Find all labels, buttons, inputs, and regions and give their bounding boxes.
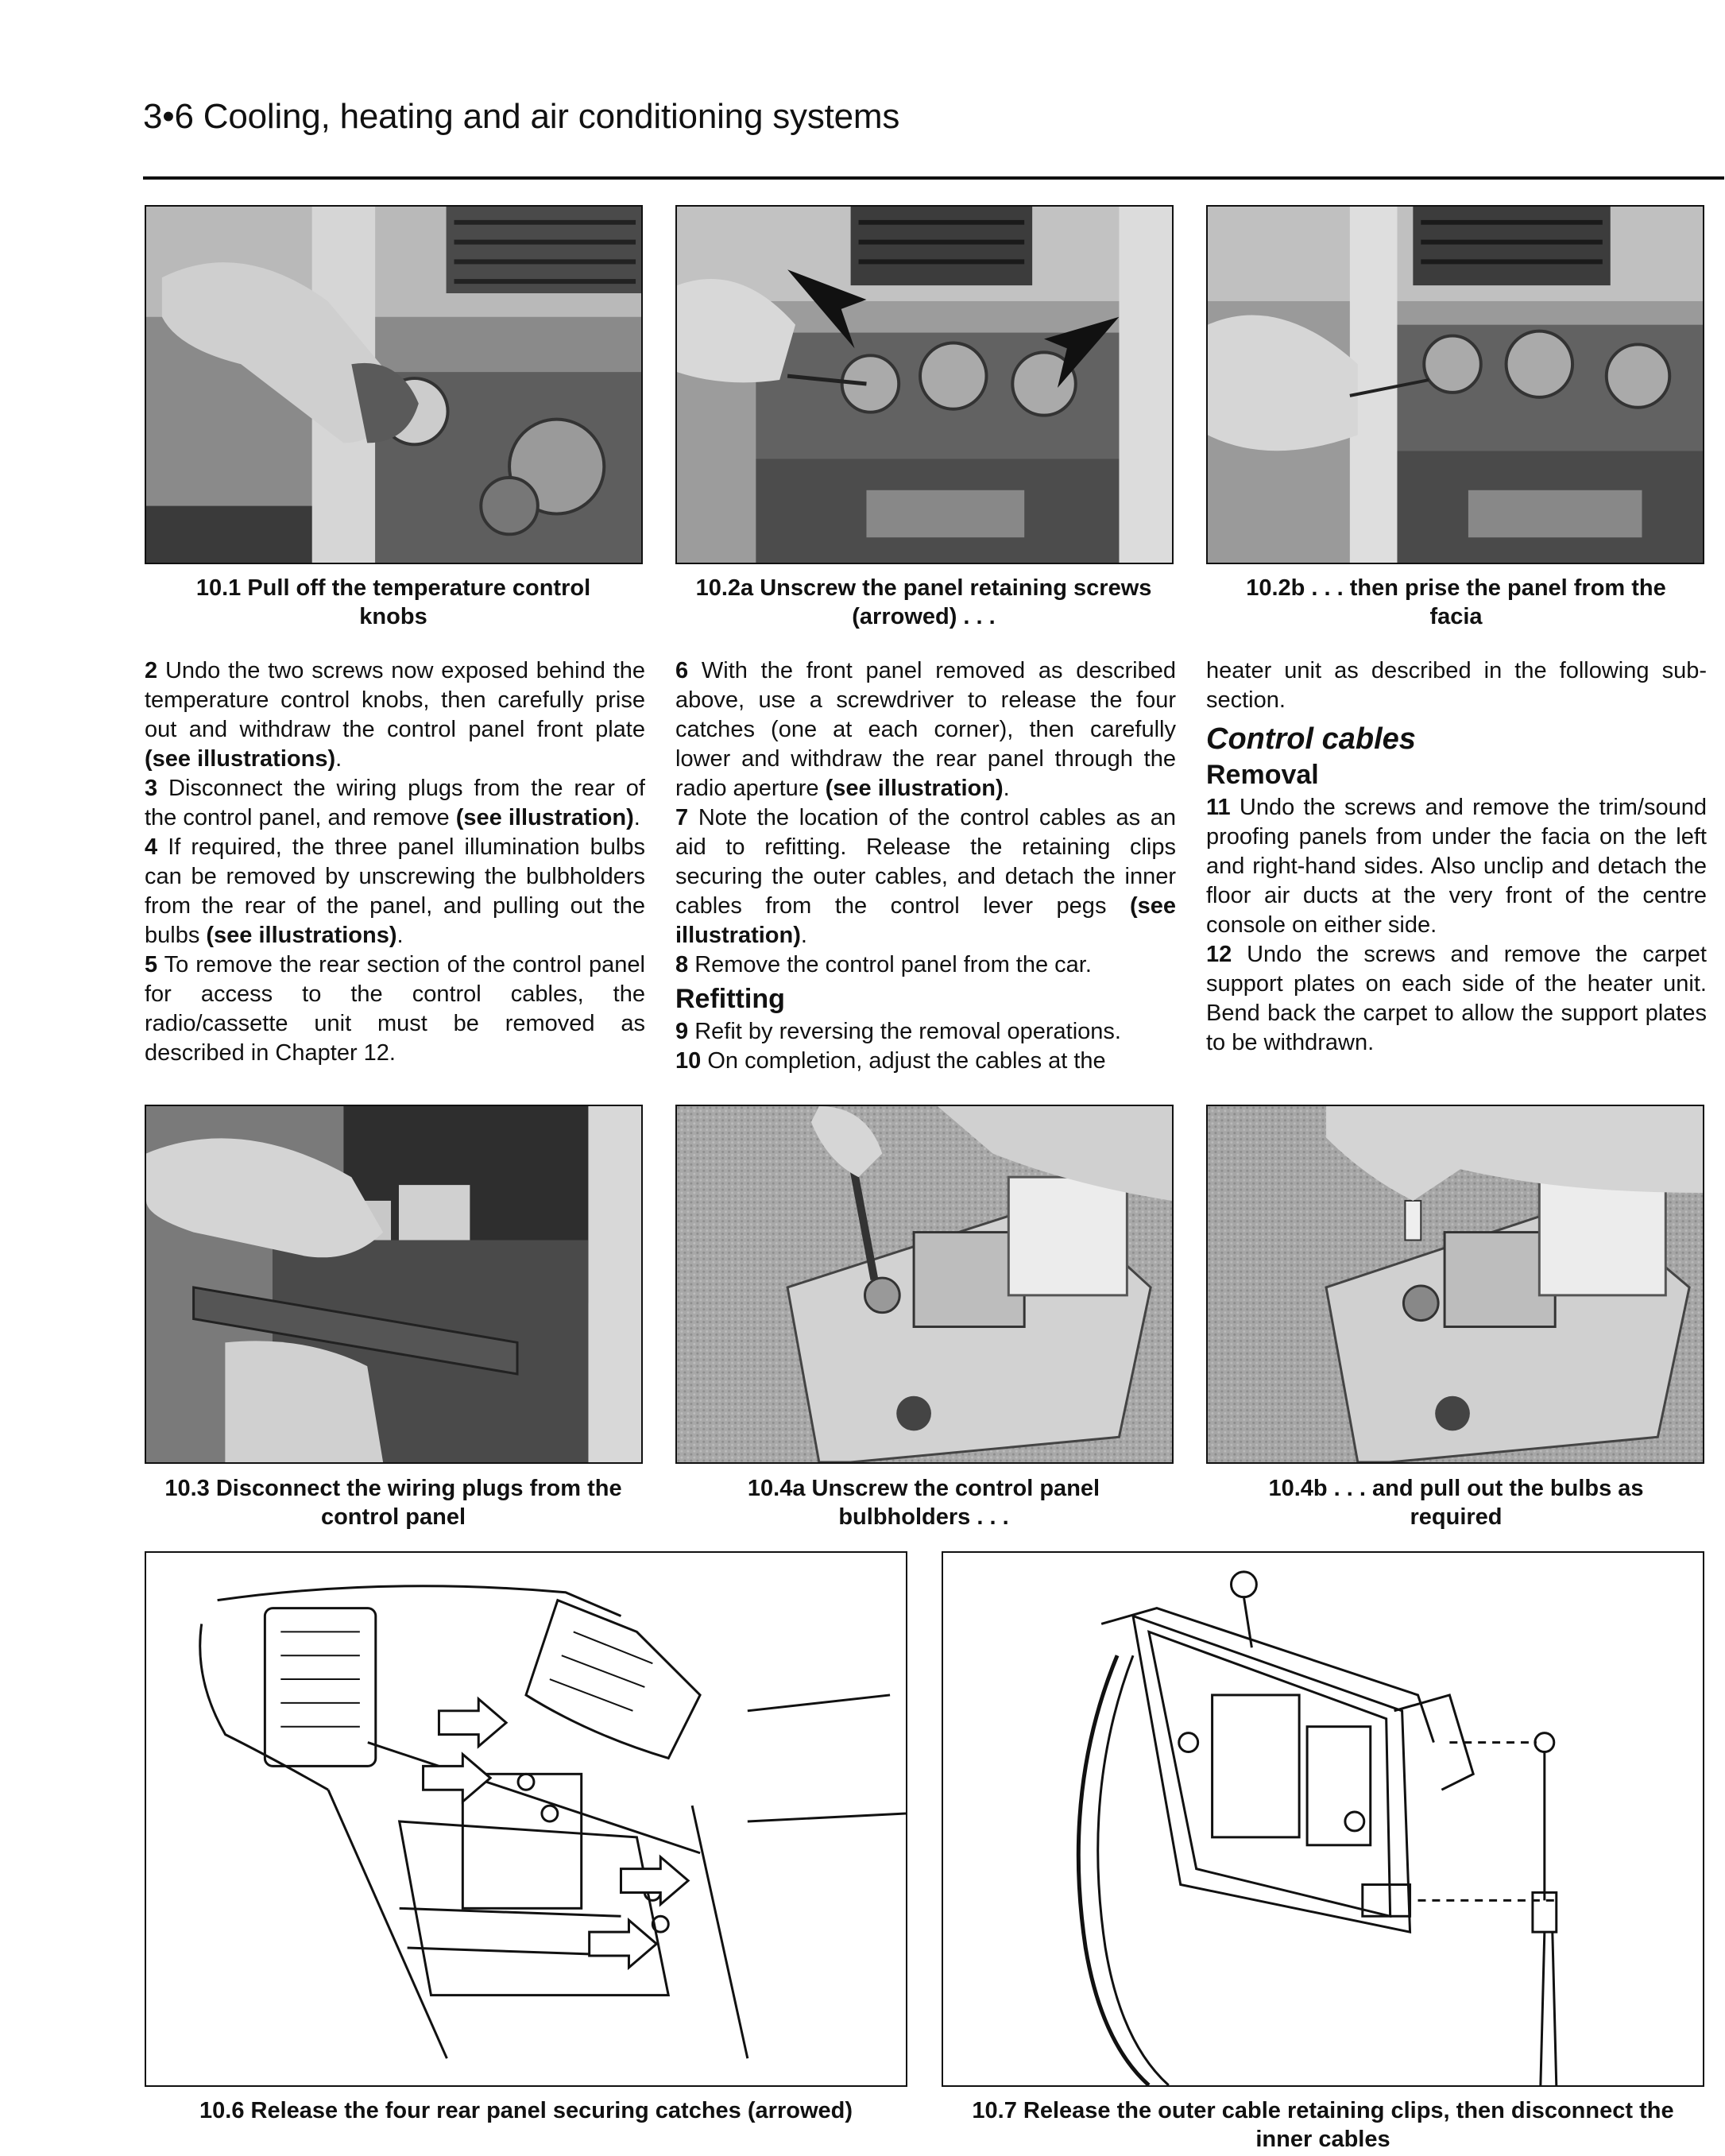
photo-10-1 xyxy=(145,205,643,564)
caption-10-4a: 10.4a Unscrew the control panel bulbholders . . . xyxy=(747,1476,1100,1530)
paragraph-6: 6 With the front panel removed as described above, use a screwdriver to release the four catches (one at each corner), then carefully lower and withdraw the rear panel through the radio aperture (see illustration). xyxy=(675,658,1176,801)
text-column-2 xyxy=(675,656,1176,1076)
text-column-1 xyxy=(145,656,645,1068)
paragraph-2: 2 Undo the two screws now exposed behind the temperature control knobs, then carefully prise out and withdraw the control panel front plate (see illustrations). xyxy=(145,658,645,772)
photo-10-3 xyxy=(145,1105,643,1464)
paragraph-7: 7 Note the location of the control cables as an aid to refitting. Release the retaining clips securing the outer cables, and detach the inner cables from the control lever pegs (see illustration). xyxy=(675,805,1176,948)
caption-10-2b: 10.2b . . . then prise the panel from the facia xyxy=(1246,575,1666,629)
page-header-title: 3•6 Cooling, heating and air conditioning systems xyxy=(143,97,900,136)
heading-removal: Removal xyxy=(1206,760,1319,790)
caption-10-4b: 10.4b . . . and pull out the bulbs as required xyxy=(1268,1476,1644,1530)
heading-refitting: Refitting xyxy=(675,984,785,1014)
caption-10-6: 10.6 Release the four rear panel securing catches (arrowed) xyxy=(199,2098,853,2123)
drawing-10-7 xyxy=(942,1551,1704,2087)
caption-10-7: 10.7 Release the outer cable retaining clips, then disconnect the inner cables xyxy=(972,2098,1674,2152)
heading-control-cables: Control cables xyxy=(1206,722,1416,756)
paragraph-8: 8 Remove the control panel from the car. xyxy=(675,952,1092,977)
paragraph-5: 5 To remove the rear section of the control panel for access to the control cables, the radio/cassette unit must be removed as described in Chapter 12. xyxy=(145,952,645,1066)
photo-10-2b xyxy=(1206,205,1704,564)
header-rule xyxy=(143,176,1724,180)
caption-10-3: 10.3 Disconnect the wiring plugs from the control panel xyxy=(164,1476,622,1530)
photo-10-4b xyxy=(1206,1105,1704,1464)
text-column-3 xyxy=(1206,656,1707,1058)
paragraph-9: 9 Refit by reversing the removal operations. xyxy=(675,1019,1121,1044)
caption-10-1: 10.1 Pull off the temperature control knobs xyxy=(195,575,591,629)
photo-10-2a xyxy=(675,205,1174,564)
paragraph-3: 3 Disconnect the wiring plugs from the rear of the control panel, and remove (see illustration). xyxy=(145,776,645,830)
caption-10-2a: 10.2a Unscrew the panel retaining screws (arrowed) . . . xyxy=(695,575,1152,629)
photo-10-4a xyxy=(675,1105,1174,1464)
paragraph-4: 4 If required, the three panel illumination bulbs can be removed by unscrewing the bulbholders from the rear of the panel, and pulling out the bulbs (see illustrations). xyxy=(145,834,645,948)
paragraph-11: 11 Undo the screws and remove the trim/sound proofing panels from under the facia on the left and right-hand sides. Also unclip and detach the floor air ducts at the very front of the centre console on either side. xyxy=(1206,795,1707,938)
paragraph-12: 12 Undo the screws and remove the carpet support plates on each side of the heater unit. Bend back the carpet to allow the support plates to be withdrawn. xyxy=(1206,942,1707,1055)
paragraph-10: 10 On completion, adjust the cables at the xyxy=(675,1048,1106,1074)
drawing-10-6 xyxy=(145,1551,907,2087)
paragraph-continued: heater unit as described in the following sub-section. xyxy=(1206,658,1707,713)
